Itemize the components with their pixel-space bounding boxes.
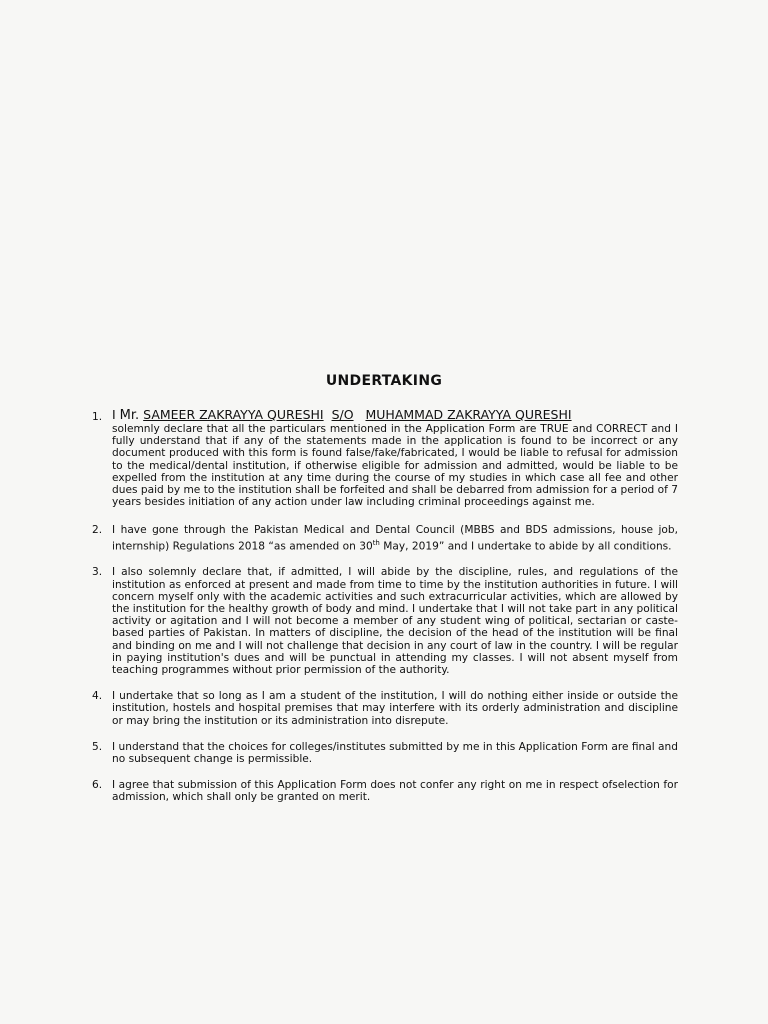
item-number: 1. — [92, 411, 103, 423]
item-text-before: I have gone through the Pakistan Medical and Dental Council (MBBS and BDS admissions, house job, internship) Regulations 2018 “as amended on 30 — [112, 524, 678, 553]
item-text: I undertake that so long as I am a student of the institution, I will do nothing either inside or outside the institution, hostels and hospital premises that may interfere with its orderly administration and discipline or may bring the institution or its administration into disrepute. — [112, 690, 678, 727]
item-number: 4. — [92, 690, 103, 703]
item-text-after: May, 2019” and I undertake to abide by all conditions. — [379, 540, 672, 553]
list-item — [92, 524, 678, 552]
list-item — [92, 741, 678, 765]
item-number: 5. — [92, 740, 103, 753]
declarant-father-name: MUHAMMAD ZAKRAYYA QURESHI — [365, 407, 572, 422]
list-item — [92, 779, 678, 803]
declarant-name: SAMEER ZAKRAYYA QURESHI — [143, 407, 324, 422]
item-text: I understand that the choices for colleges/institutes submitted by me in this Application Form are final and no subsequent change is permissible. — [112, 740, 678, 765]
declarant-salutation: Mr. — [119, 408, 140, 423]
item-text: I agree that submission of this Application Form does not confer any right on me in respect ofselection for admission, which shall only be granted on merit. — [112, 779, 678, 804]
list-item — [92, 690, 678, 727]
declarant-line — [112, 408, 678, 423]
item-number: 3. — [92, 566, 103, 579]
item-text — [112, 524, 678, 552]
list-item — [92, 408, 678, 508]
document-title: UNDERTAKING — [325, 373, 443, 389]
declarant-relation: S/O — [331, 407, 354, 422]
ordinal-superscript: th — [372, 538, 380, 547]
item-text: I also solemnly declare that, if admitted, I will abide by the discipline, rules, and regulations of the institution as enforced at present and made from time to time by the institution authorities in future. I will concern myself only with the academic activities and such extracurricular activities, which are allowed by the institution for the healthy growth of body and mind. I undertake that I will not take part in any political activity or agitation and I will not become a member of any student wing of political, sectarian or caste-based parties of Pakistan. In matters of discipline, the decision of the head of the institution will be final and binding on me and I will not challenge that decision in any court of law in the country. I will be regular in paying institution's dues and will be punctual in attending my classes. I will not absent myself from teaching programmes without prior permission of the authority. — [112, 566, 678, 676]
item-text: solemnly declare that all the particulars mentioned in the Application Form are TRUE and CORRECT and I fully understand that if any of the statements made in the application is found to be incorrect or any document produced with this form is found false/fake/fabricated, I would be liable to refusal for admission to the medical/dental institution, if otherwise eligible for admission and admitted, would be liable to be expelled from the institution at any time during the course of my studies in which case all fee and other dues paid by me to the institution shall be forfeited and shall be debarred from admission for a period of 7 years besides initiation of any action under law including criminal proceedings against me. — [112, 423, 678, 509]
list-item — [92, 566, 678, 676]
declarant-prefix: I — [112, 407, 116, 422]
item-number: 6. — [92, 779, 103, 792]
undertaking-list — [92, 408, 678, 818]
item-number: 2. — [92, 524, 103, 537]
